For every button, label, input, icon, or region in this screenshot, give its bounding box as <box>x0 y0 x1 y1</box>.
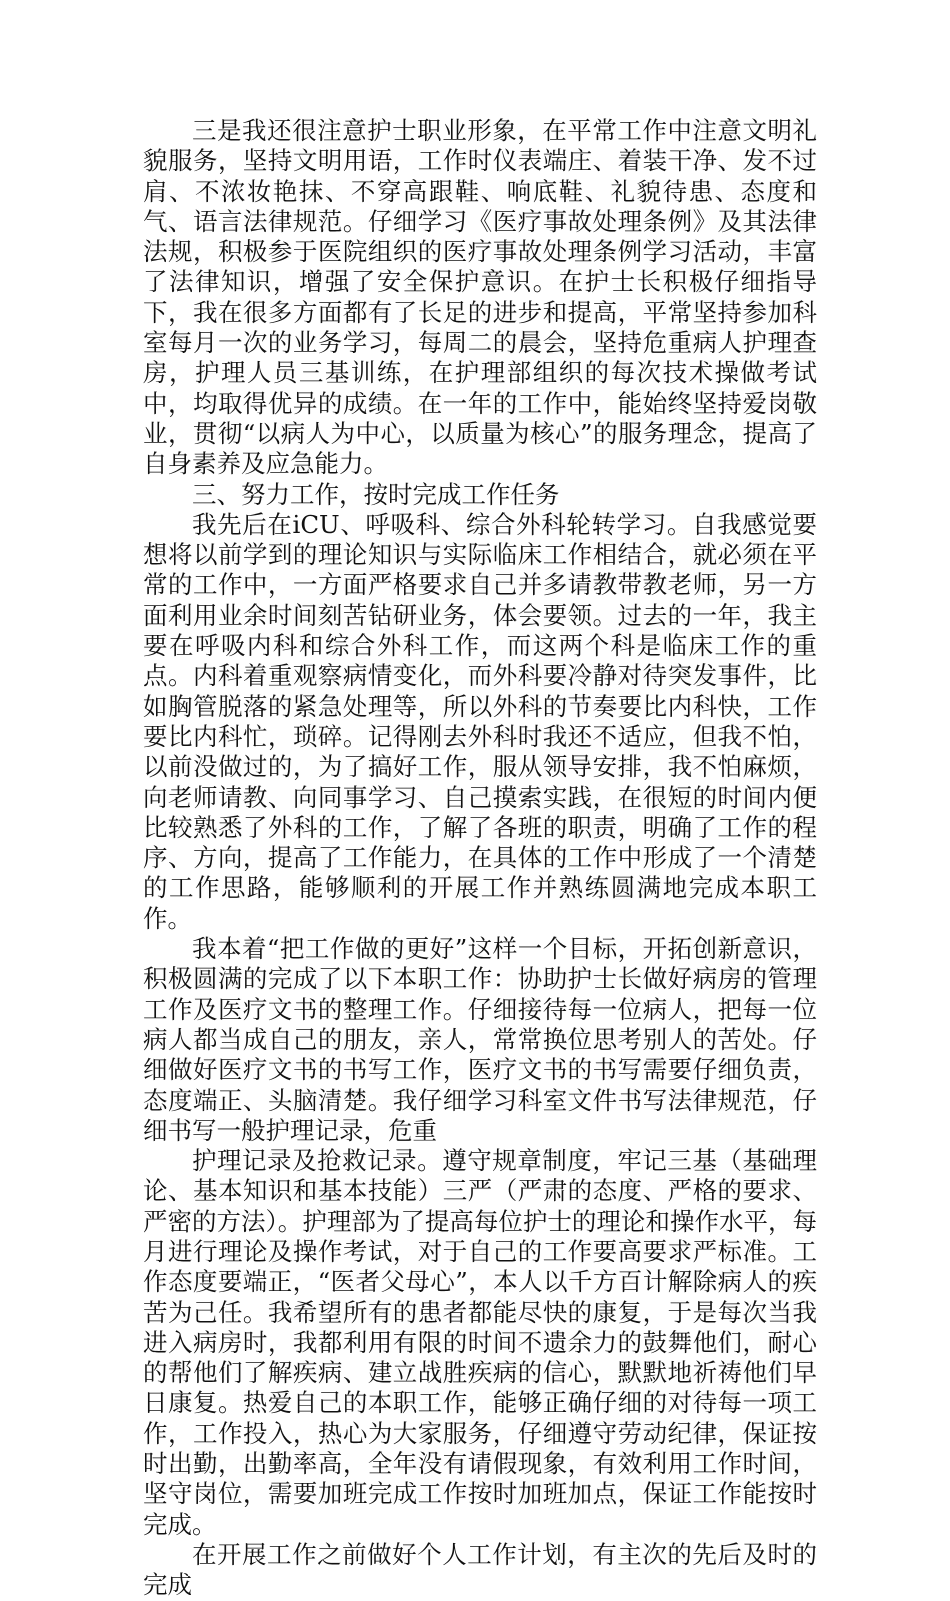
section-heading-work-tasks: 三、努力工作，按时完成工作任务 <box>192 479 560 509</box>
paragraph-nursing-records: 护理记录及抢救记录。遵守规章制度，牢记三基（基础理论、基本知识和基本技能）三严（严肃的态度、严格的要求、严密的方法）。护理部为了提高每位护士的理论和操作水平，每月进行理论及操作考试，对于自己的工作要高要求严标准。工作态度要端正，“医者父母心”，本人以千方百计解除病人的疾苦为己任。我希望所有的患者都能尽快的康复，于是每次当我进入病房时，我都利用有限的时间不遗余力的鼓舞他们，耐心的帮他们了解疾病、建立战胜疾病的信心，默默地祈祷他们早日康复。热爱自己的本职工作，能够正确仔细的对待每一项工作，工作投入，热心为大家服务，仔细遵守劳动纪律，保证按时出勤，出勤率高，全年没有请假现象，有效利用工作时间，坚守岗位，需要加班完成工作按时加班加点，保证工作能按时完成。 <box>143 1146 817 1539</box>
paragraph-professional-image: 三是我还很注意护士职业形象，在平常工作中注意文明礼貌服务，坚持文明用语，工作时仪表端庄、着装干净、发不过肩、不浓妆艳抹、不穿高跟鞋、响底鞋、礼貌待患、态度和气、语言法律规范。仔细学习《医疗事故处理条例》及其法律法规，积极参于医院组织的医疗事故处理条例学习活动，丰富了法律知识，增强了安全保护意识。在护士长积极仔细指导下，我在很多方面都有了长足的进步和提高，平常坚持参加科室每月一次的业务学习，每周二的晨会，坚持危重病人护理查房，护理人员三基训练，在护理部组织的每次技术操做考试中，均取得优异的成绩。在一年的工作中，能始终坚持爱岗敬业，贯彻“以病人为中心，以质量为核心”的服务理念，提高了自身素养及应急能力。 <box>143 116 817 479</box>
paragraph-rotation-study: 我先后在iCU、呼吸科、综合外科轮转学习。自我感觉要想将以前学到的理论知识与实际临床工作相结合，就必须在平常的工作中，一方面严格要求自己并多请教带教老师，另一方面利用业余时间刻苦钻研业务，体会要领。过去的一年，我主要在呼吸内科和综合外科工作，而这两个科是临床工作的重点。内科着重观察病情变化，而外科要冷静对待突发事件，比如胸管脱落的紧急处理等，所以外科的节奏要比内科快，工作要比内科忙，琐碎。记得刚去外科时我还不适应，但我不怕，以前没做过的，为了搞好工作，服从领导安排，我不怕麻烦，向老师请教、向同事学习、自己摸索实践，在很短的时间内便比较熟悉了外科的工作，了解了各班的职责，明确了工作的程序、方向，提高了工作能力，在具体的工作中形成了一个清楚的工作思路，能够顺利的开展工作并熟练圆满地完成本职工作。 <box>143 509 817 933</box>
paragraph-duties: 我本着“把工作做的更好”这样一个目标，开拓创新意识，积极圆满的完成了以下本职工作：协助护士长做好病房的管理工作及医疗文书的整理工作。仔细接待每一位病人，把每一位病人都当成自己的朋友，亲人，常常换位思考别人的苦处。仔细做好医疗文书的书写工作，医疗文书的书写需要仔细负责，态度端正、头脑清楚。我仔细学习科室文件书写法律规范，仔细书写一般护理记录，危重 <box>143 934 817 1145</box>
document-body <box>143 116 817 1601</box>
paragraph-work-plan: 在开展工作之前做好个人工作计划，有主次的先后及时的完成 <box>143 1539 817 1600</box>
